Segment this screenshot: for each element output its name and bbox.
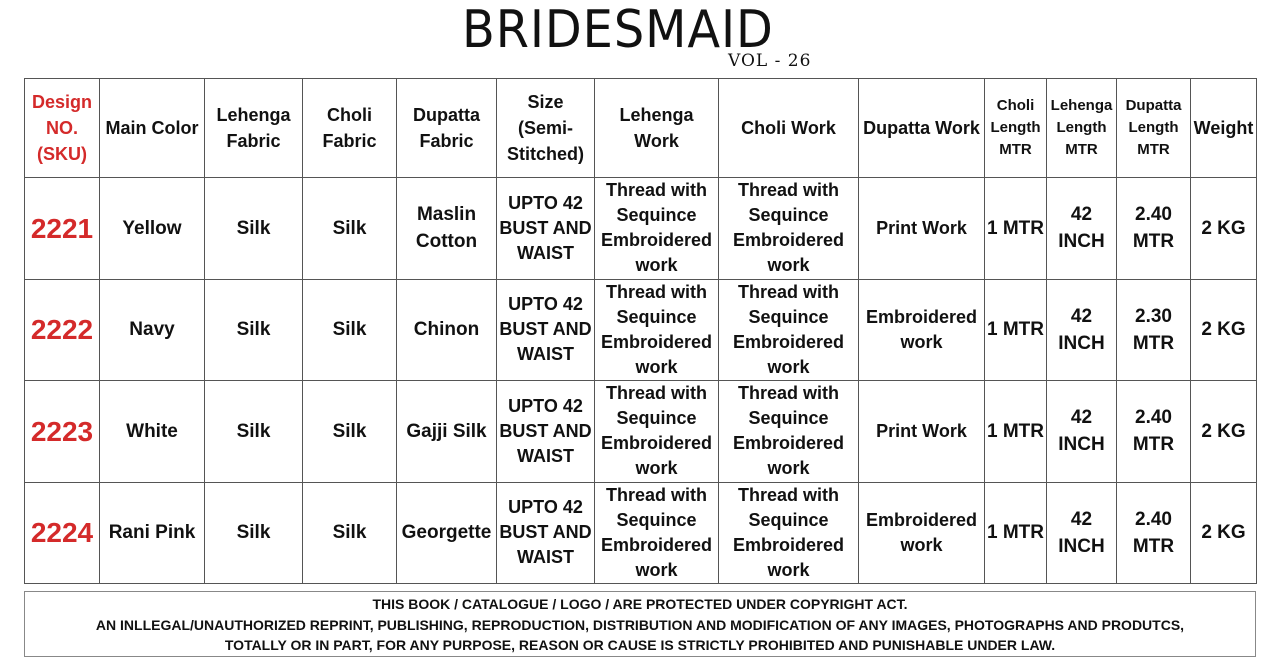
choli-work-cell: Thread with Sequince Embroidered work [719,279,859,381]
copyright-line: TOTALLY OR IN PART, FOR ANY PURPOSE, REASON OR CAUSE IS STRICTLY PROHIBITED AND PUNISHABLE UNDER LAW. [224,637,1056,653]
lehenga-length-cell: 42 INCH [1047,482,1117,584]
col-header-lehenga-work: Lehenga Work [595,79,719,178]
weight-cell: 2 KG [1191,381,1257,483]
dupatta-work-cell: Print Work [859,178,985,280]
col-header-choli-work: Choli Work [719,79,859,178]
lehenga-work-cell: Thread with Sequince Embroidered work [595,381,719,483]
sku-cell: 2223 [25,381,100,483]
dupatta-work-cell: Embroidered work [859,482,985,584]
dupatta-length-cell: 2.40 MTR [1117,381,1191,483]
main-color-cell: Yellow [100,178,205,280]
copyright-line: AN INLLEGAL/UNAUTHORIZED REPRINT, PUBLISHING, REPRODUCTION, DISTRIBUTION AND MODIFICATION OF ANY IMAGES, PHOTOGRAPHS AND PRODUTCS, [95,616,1185,633]
size-cell: UPTO 42 BUST AND WAIST [497,178,595,280]
lehenga-fabric-cell: Silk [205,381,303,483]
catalogue-header [0,0,1280,76]
table-row [25,381,1257,483]
lehenga-length-cell: 42 INCH [1047,279,1117,381]
main-color-cell: White [100,381,205,483]
lehenga-work-cell: Thread with Sequince Embroidered work [595,178,719,280]
main-color-cell: Navy [100,279,205,381]
weight-cell: 2 KG [1191,482,1257,584]
choli-work-cell: Thread with Sequince Embroidered work [719,482,859,584]
lehenga-work-cell: Thread with Sequince Embroidered work [595,279,719,381]
size-cell: UPTO 42 BUST AND WAIST [497,279,595,381]
choli-work-cell: Thread with Sequince Embroidered work [719,381,859,483]
lehenga-fabric-cell: Silk [205,178,303,280]
choli-work-cell: Thread with Sequince Embroidered work [719,178,859,280]
dupatta-fabric-cell: Maslin Cotton [397,178,497,280]
choli-length-cell: 1 MTR [985,279,1047,381]
copyright-line: THIS BOOK / CATALOGUE / LOGO / ARE PROTECTED UNDER COPYRIGHT ACT. [372,596,908,612]
brand-title: BRIDESMAID [462,0,774,60]
choli-length-cell: 1 MTR [985,381,1047,483]
copyright-notice [24,591,1256,657]
dupatta-length-cell: 2.40 MTR [1117,482,1191,584]
main-color-cell: Rani Pink [100,482,205,584]
size-cell: UPTO 42 BUST AND WAIST [497,482,595,584]
dupatta-fabric-cell: Chinon [397,279,497,381]
weight-cell: 2 KG [1191,178,1257,280]
table-row [25,178,1257,280]
choli-fabric-cell: Silk [303,279,397,381]
table-row [25,279,1257,381]
header-row [25,79,1257,178]
lehenga-length-cell: 42 INCH [1047,381,1117,483]
col-header-lehenga-fabric: Lehenga Fabric [205,79,303,178]
choli-fabric-cell: Silk [303,482,397,584]
volume-label: VOL - 26 [728,51,812,71]
weight-cell: 2 KG [1191,279,1257,381]
choli-length-cell: 1 MTR [985,178,1047,280]
sku-cell: 2224 [25,482,100,584]
sku-cell: 2222 [25,279,100,381]
dupatta-length-cell: 2.40 MTR [1117,178,1191,280]
choli-fabric-cell: Silk [303,381,397,483]
lehenga-fabric-cell: Silk [205,279,303,381]
product-spec-table [24,78,1257,584]
lehenga-fabric-cell: Silk [205,482,303,584]
col-header-sku: Design NO. (SKU) [25,79,100,178]
table-row [25,482,1257,584]
sku-cell: 2221 [25,178,100,280]
choli-length-cell: 1 MTR [985,482,1047,584]
lehenga-length-cell: 42 INCH [1047,178,1117,280]
dupatta-fabric-cell: Gajji Silk [397,381,497,483]
col-header-weight: Weight [1191,79,1257,178]
dupatta-length-cell: 2.30 MTR [1117,279,1191,381]
col-header-lehenga-length: Lehenga Length MTR [1047,79,1117,178]
choli-fabric-cell: Silk [303,178,397,280]
col-header-choli-fabric: Choli Fabric [303,79,397,178]
size-cell: UPTO 42 BUST AND WAIST [497,381,595,483]
col-header-dupatta-length: Dupatta Length MTR [1117,79,1191,178]
col-header-size: Size (Semi-Stitched) [497,79,595,178]
dupatta-fabric-cell: Georgette [397,482,497,584]
dupatta-work-cell: Embroidered work [859,279,985,381]
col-header-main-color: Main Color [100,79,205,178]
dupatta-work-cell: Print Work [859,381,985,483]
col-header-dupatta-fabric: Dupatta Fabric [397,79,497,178]
col-header-choli-length: Choli Length MTR [985,79,1047,178]
lehenga-work-cell: Thread with Sequince Embroidered work [595,482,719,584]
col-header-dupatta-work: Dupatta Work [859,79,985,178]
